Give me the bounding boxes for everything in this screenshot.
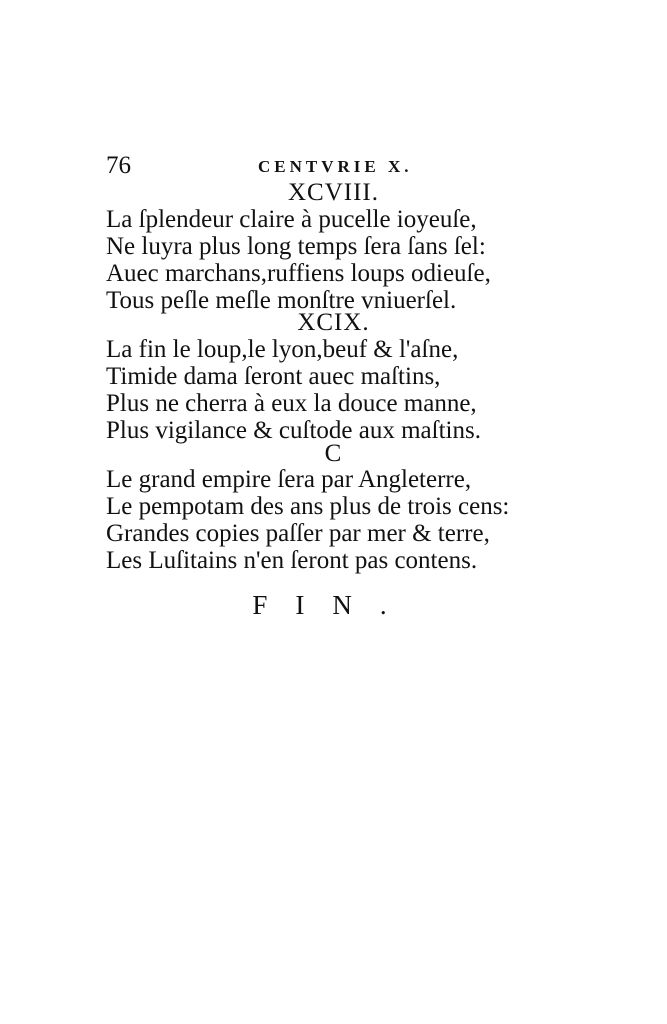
closing-fin: FIN.	[252, 590, 415, 620]
verse-line: La fin le loup,le lyon,beuf & l'aſne,	[106, 336, 459, 363]
quatrain-number: XCVIII.	[287, 179, 379, 206]
verse-line: La ſplendeur claire à pucelle ioyeuſe,	[106, 206, 477, 233]
quatrain-number: XCIX.	[297, 309, 370, 336]
verse-line: Ne luyra plus long temps ſera ſans ſel:	[106, 233, 486, 260]
verse-line: Auec marchans,ruffiens loups odieuſe,	[106, 260, 491, 287]
quatrain-number: C	[324, 440, 343, 467]
verse-line: Grandes copies paſſer par mer & terre,	[106, 520, 490, 547]
verse-line: Plus ne cherra à eux la douce manne,	[106, 390, 477, 417]
verse-line: Timide dama ſeront auec maſtins,	[106, 363, 441, 390]
page-number: 76	[106, 152, 131, 179]
verse-line: Plus vigilance & cuſtode aux maſtins.	[106, 417, 481, 444]
verse-line: Les Luſitains n'en ſeront pas contens.	[106, 547, 478, 574]
verse-line: Le pempotam des ans plus de trois cens:	[106, 493, 510, 520]
verse-line: Le grand empire ſera par Angleterre,	[106, 466, 472, 493]
verse-line: Tous peſle meſle monſtre vniuerſel.	[106, 287, 457, 314]
running-title: CENTVRIE X.	[258, 157, 413, 176]
